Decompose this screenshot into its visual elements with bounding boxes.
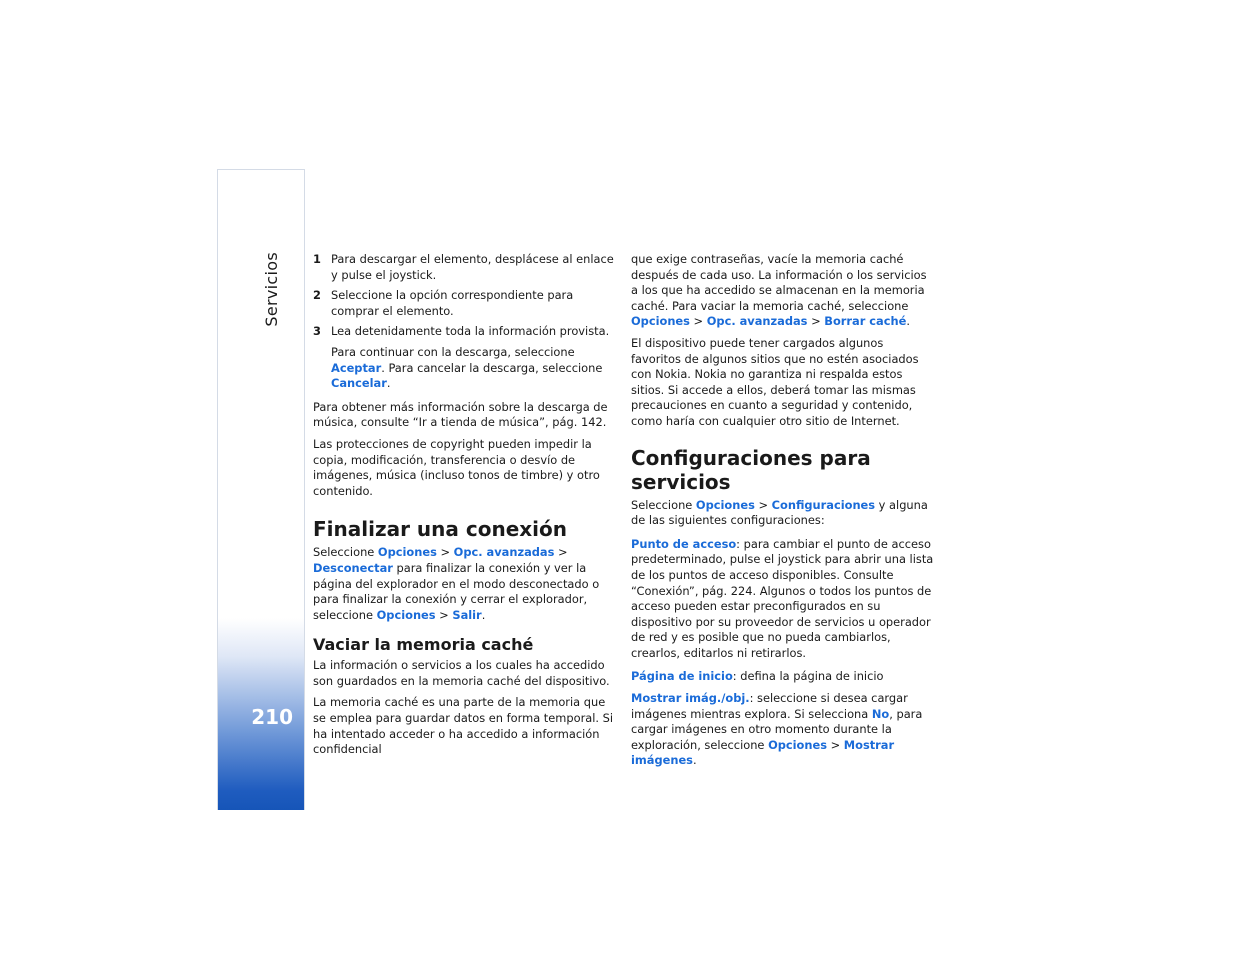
text-run: Seleccione — [631, 497, 696, 512]
page-number: 210 — [251, 705, 293, 729]
text-run: Seleccione — [313, 545, 378, 560]
favoritos-paragraph: El dispositivo puede tener cargados algunos favoritos de algunos sitios que no estén asociados con Nokia. Nokia no garantiza ni respalda estos sitios. Si accede a ellos, deberá tomar las mismas precauciones en cuanto a seguridad y contenido, como haría con cualquier otro sitio de Internet. — [631, 335, 919, 428]
menu-mostrar-imagenes: Mostrar imágenes — [631, 737, 895, 768]
setting-mostrar-imag-obj: Mostrar imág./obj. — [631, 691, 750, 706]
download-instructions — [313, 345, 618, 392]
menu-opc-avanzadas: Opc. avanzadas — [706, 314, 808, 329]
text-run: , para cargar imágenes en otro momento durante la exploración, seleccione — [631, 706, 923, 752]
list-item — [313, 324, 618, 340]
vaciar-paragraph-1: La información o servicios a los cuales ha accedido son guardados en la memoria caché del dispositivo. — [313, 658, 610, 688]
menu-configuraciones: Configuraciones — [771, 497, 876, 512]
menu-opciones: Opciones — [768, 737, 827, 752]
heading-finalizar-conexion: Finalizar una conexión — [313, 517, 567, 542]
config-intro-paragraph — [631, 498, 936, 529]
cancel-option: Cancelar — [331, 376, 387, 391]
text-run: > — [689, 314, 707, 329]
copyright-paragraph: Las protecciones de copyright pueden impedir la copia, modificación, transferencia o desvío de imágenes, música (incluso tonos de timbre) y otro contenido. — [313, 436, 600, 498]
heading-vaciar-cache: Vaciar la memoria caché — [313, 635, 534, 655]
text-run: y alguna de las siguientes configuraciones: — [631, 497, 928, 528]
text-run: > — [827, 737, 844, 752]
text-run: : seleccione si desea cargar imágenes mientras explora. Si selecciona — [631, 691, 908, 721]
list-text: Para descargar el elemento, desplácese al enlace y pulse el joystick. — [331, 252, 614, 282]
list-number: 1 — [313, 252, 321, 266]
accept-option: Aceptar — [331, 360, 382, 375]
list-number: 3 — [313, 324, 321, 339]
list-text: Lea detenidamente toda la información provista. — [331, 324, 610, 339]
finalizar-paragraph — [313, 545, 618, 623]
list-number: 2 — [313, 288, 321, 303]
text-run: . — [906, 314, 910, 329]
text-run: Para continuar con la descarga, seleccione — [331, 344, 575, 359]
menu-desconectar: Desconectar — [313, 560, 393, 575]
setting-punto-acceso: Punto de acceso — [631, 536, 737, 551]
menu-opciones: Opciones — [377, 545, 437, 560]
text-run: . — [481, 607, 486, 622]
text-run: que exige contraseñas, vacíe la memoria caché después de cada uso. La información o los servicios a los que ha accedido se almacenan en la memoria caché. Para vaciar la memoria caché, seleccione — [631, 252, 927, 313]
text-run: > — [554, 545, 568, 560]
right-column — [631, 252, 936, 775]
menu-opciones: Opciones — [695, 497, 755, 512]
menu-salir: Salir — [452, 607, 482, 622]
text-run: > — [807, 314, 825, 329]
text-run: para finalizar la conexión y ver la página del explorador en el modo desconectado o para finalizar la conexión y cerrar el explorador, seleccione — [313, 560, 600, 622]
menu-borrar-cache: Borrar caché — [824, 314, 907, 329]
pagina-inicio-paragraph — [631, 669, 936, 685]
text-run: > — [436, 545, 454, 560]
mostrar-imagenes-paragraph — [631, 691, 936, 769]
music-info-paragraph: Para obtener más información sobre la descarga de música, consulte “Ir a tienda de música”, pág. 142. — [313, 399, 608, 430]
heading-configuraciones: Configuraciones para servicios — [631, 445, 871, 494]
punto-acceso-paragraph — [631, 537, 936, 662]
list-item — [313, 252, 618, 283]
option-no: No — [871, 706, 890, 721]
cache-paragraph — [631, 252, 936, 330]
text-run: . — [692, 753, 697, 768]
menu-opc-avanzadas: Opc. avanzadas — [453, 545, 555, 560]
list-text: Seleccione la opción correspondiente para comprar el elemento. — [331, 288, 574, 318]
text-run: . Para cancelar la descarga, seleccione — [381, 360, 603, 375]
left-column — [313, 252, 618, 764]
text-run: > — [435, 607, 453, 622]
chapter-title: Servicios — [262, 252, 281, 327]
text-run: : defina la página de inicio — [732, 669, 884, 684]
list-item — [313, 288, 618, 319]
text-run: > — [754, 497, 772, 512]
vaciar-paragraph-2: La memoria caché es una parte de la memoria que se emplea para guardar datos en forma temporal. Si ha intentado acceder o ha accedido a información confidencial — [313, 695, 614, 757]
text-run: : para cambiar el punto de acceso predeterminado, pulse el joystick para abrir una lista de los puntos de acceso disponibles. Consulte “Conexión”, pág. 224. Algunos o todos los puntos de acceso pueden estar preconfigurados en su dispositivo por su proveedor de servicios u operador de red y es posible que no pueda cambiarlos, crearlos, editarlos ni retirarlos. — [631, 536, 934, 660]
menu-opciones: Opciones — [631, 314, 690, 329]
text-run: . — [386, 376, 391, 391]
setting-pagina-inicio: Página de inicio — [631, 669, 733, 684]
menu-opciones: Opciones — [376, 607, 436, 622]
